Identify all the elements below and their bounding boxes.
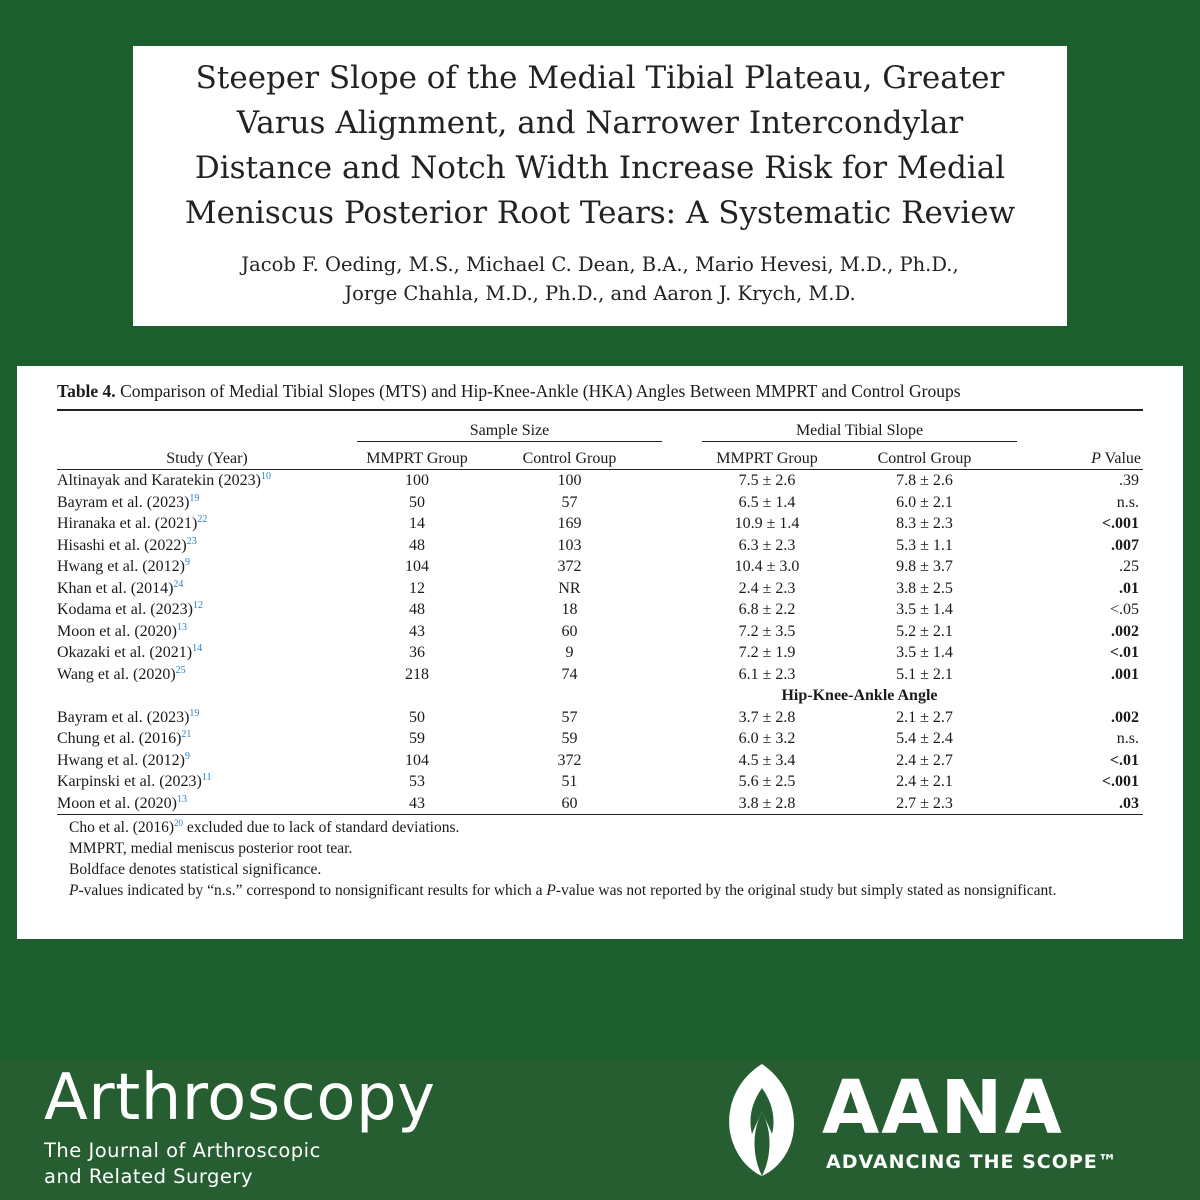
study-cell: Wang et al. $(2020)^{25}$: [57, 664, 186, 683]
control-n-cell: NR: [558, 579, 581, 597]
hka-rows: [57, 707, 1143, 815]
table-row: [57, 513, 1143, 535]
mts-group-header: Medial Tibial Slope: [702, 411, 1017, 442]
table-row: [57, 621, 1143, 643]
reference-link[interactable]: 11: [201, 772, 212, 783]
control-value-cell: 5.4 ± 2.4: [896, 730, 953, 747]
study-cell: Karpinski et al. $(2023)^{11}$: [57, 772, 212, 790]
p-value-cell: .25: [1119, 558, 1139, 575]
aana-leaf-icon: [722, 1060, 802, 1178]
aana-tagline: ADVANCING THE SCOPE™: [826, 1151, 1118, 1173]
study-cell: Chung et al. $(2016)^{21}$: [57, 729, 192, 747]
study-cell: Moon et al. $(2020)^{13}$: [57, 621, 187, 640]
control-value-cell: 3.5 ± 1.4: [896, 601, 953, 618]
author-list: [133, 250, 1067, 308]
control-value-cell: 3.5 ± 1.4: [896, 644, 953, 661]
mmprt-value-cell: 2.4 ± 2.3: [738, 579, 796, 597]
reference-link[interactable]: 21: [181, 729, 192, 740]
mmprt-value-cell: 7.2 ± 1.9: [738, 644, 796, 661]
control-n-cell: 103: [557, 536, 582, 554]
reference-link[interactable]: 24: [173, 578, 184, 590]
table-row: [57, 728, 1143, 750]
mmprt-n-cell: 218: [405, 665, 429, 683]
mmprt-n-cell: 48: [409, 601, 425, 618]
study-cell: Okazaki et al. $(2021)^{14}$: [57, 643, 203, 661]
table-row: [57, 664, 1143, 686]
p-value-cell: n.s.: [1116, 493, 1139, 511]
p-value-cell: <.001: [1101, 515, 1139, 532]
p-value-cell: <.05: [1109, 601, 1139, 618]
study-cell: Moon et al. $(2020)^{13}$: [57, 793, 357, 815]
control-n-cell: 60: [477, 793, 662, 815]
mmprt-value-cell: 6.8 ± 2.2: [738, 601, 796, 618]
table-row: [57, 793, 1143, 815]
table-row: [57, 492, 1143, 514]
study-cell: Khan et al. $(2014)^{24}$: [57, 578, 184, 597]
reference-link[interactable]: 13: [176, 793, 187, 805]
control-n-cell: 169: [557, 515, 582, 532]
table-row: [57, 599, 1143, 621]
control-value-cell: 3.8 ± 2.5: [896, 579, 953, 597]
note-boldface: Boldface denotes statistical significance.: [69, 861, 322, 878]
control-value-cell: 2.4 ± 2.1: [896, 773, 953, 790]
p-value-cell: .002: [1111, 708, 1139, 726]
control-value-cell: 6.0 ± 2.1: [896, 493, 953, 511]
note-abbreviation: MMPRT, medial meniscus posterior root tear.: [69, 840, 353, 857]
control-n-cell: 100: [557, 472, 582, 489]
control-value-cell: 5.3 ± 1.1: [896, 536, 953, 554]
p-value-cell: .39: [1119, 472, 1139, 489]
mmprt-n-cell: 104: [405, 558, 429, 575]
control-value-cell: 5.2 ± 2.1: [896, 622, 953, 640]
mmprt-n-cell: 53: [409, 773, 425, 790]
reference-link[interactable]: 19: [189, 492, 200, 504]
table-row: [57, 556, 1143, 578]
mmprt-value-cell: 4.5 ± 3.4: [738, 751, 796, 769]
study-cell: Altinayak and Karatekin $(2023)^{10}$: [57, 471, 271, 489]
footer-banner: [0, 1060, 1200, 1200]
paper-title-line: Varus Alignment, and Narrower Intercondylar: [236, 105, 964, 141]
p-value-cell: .002: [1111, 622, 1139, 640]
reference-link[interactable]: 9: [184, 750, 190, 762]
col-study: Study (Year): [57, 442, 357, 470]
study-cell: Bayram et al. $(2023)^{19}$: [57, 492, 200, 511]
table-card: [17, 366, 1183, 939]
reference-link[interactable]: 14: [192, 643, 203, 654]
control-value-cell: 2.1 ± 2.7: [896, 708, 953, 726]
mmprt-value-cell: 10.4 ± 3.0: [734, 558, 800, 575]
mmprt-value-cell: 7.2 ± 3.5: [738, 622, 796, 640]
control-value-cell: 2.7 ± 2.3: [832, 793, 1017, 815]
mmprt-n-cell: 104: [405, 751, 429, 769]
control-value-cell: 5.1 ± 2.1: [896, 665, 953, 683]
p-value-cell: n.s.: [1116, 730, 1139, 747]
mmprt-n-cell: 43: [409, 622, 425, 640]
mmprt-value-cell: 5.6 ± 2.5: [738, 773, 796, 790]
table-row: [57, 470, 1143, 492]
reference-link[interactable]: 23: [186, 535, 197, 547]
table-caption-label: Table 4.: [57, 381, 116, 401]
table-row: [57, 578, 1143, 600]
p-value-cell: <.001: [1101, 773, 1139, 790]
study-cell: Bayram et al. $(2023)^{19}$: [57, 707, 200, 726]
note-excluded: Cho et al. $(2016)^{20}$ excluded due to lack of standard deviations.: [69, 818, 460, 836]
study-cell: Hiranaka et al. $(2021)^{22}$: [57, 514, 208, 532]
mmprt-value-cell: 6.0 ± 3.2: [738, 730, 796, 747]
mmprt-value-cell: 7.5 ± 2.6: [738, 472, 796, 489]
reference-link[interactable]: 19: [189, 707, 200, 719]
mmprt-n-cell: 14: [409, 515, 425, 532]
control-n-cell: 57: [561, 493, 578, 511]
control-n-cell: 9: [565, 644, 574, 661]
study-cell: Hisashi et al. $(2022)^{23}$: [57, 535, 197, 554]
table-row: [57, 750, 1143, 772]
p-value-cell: .01: [1119, 579, 1139, 597]
control-value-cell: 2.4 ± 2.7: [896, 751, 953, 769]
mmprt-n-cell: 36: [409, 644, 425, 661]
hka-section-row: [57, 685, 1143, 707]
reference-link[interactable]: 25: [175, 664, 186, 676]
journal-subtitle-line: and Related Surgery: [44, 1165, 253, 1188]
p-value-cell: .001: [1111, 665, 1139, 683]
table-row: [57, 771, 1143, 793]
reference-link[interactable]: 22: [197, 514, 208, 525]
mmprt-value-cell: 6.5 ± 1.4: [738, 493, 796, 511]
table-caption-text: Comparison of Medial Tibial Slopes (MTS) and Hip-Knee-Ankle (HKA) Angles Between MMPRT and Control Groups: [115, 381, 961, 401]
mmprt-n-cell: 59: [409, 730, 425, 747]
p-value-cell: <.01: [1109, 751, 1139, 769]
control-n-cell: 57: [561, 708, 578, 726]
table-row: [57, 535, 1143, 557]
table-row: [57, 707, 1143, 729]
mts-rows: [57, 470, 1143, 686]
mmprt-value-cell: 6.3 ± 2.3: [738, 536, 796, 554]
table-caption: [57, 380, 1143, 402]
control-n-cell: 372: [557, 751, 582, 769]
note-p-values: P-values indicated by “n.s.” correspond to nonsignificant results for which a P-value was not reported by the original study but simply stated as nonsignificant.: [69, 882, 1057, 899]
table-notes: [57, 817, 1143, 901]
mmprt-n-cell: 100: [405, 472, 429, 489]
control-n-cell: 372: [557, 558, 582, 575]
table-row: [57, 642, 1143, 664]
mmprt-value-cell: 10.9 ± 1.4: [734, 515, 800, 532]
journal-subtitle-line: The Journal of Arthroscopic: [44, 1139, 321, 1162]
aana-logo-text: AANA: [822, 1065, 1064, 1151]
mmprt-n-cell: 50: [409, 493, 425, 511]
control-value-cell: 9.8 ± 3.7: [896, 558, 953, 575]
control-n-cell: 51: [561, 773, 578, 790]
mmprt-value-cell: 6.1 ± 2.3: [738, 665, 796, 683]
p-value-cell: <.01: [1109, 644, 1139, 661]
reference-link[interactable]: 13: [176, 621, 187, 633]
mmprt-n-cell: 48: [409, 536, 425, 554]
paper-title-line: Steeper Slope of the Medial Tibial Plateau, Greater: [195, 60, 1005, 96]
group-header-row: [57, 411, 1143, 442]
control-n-cell: 74: [561, 665, 578, 683]
control-value-cell: 7.8 ± 2.6: [896, 472, 953, 489]
author-line: Jacob F. Oeding, M.S., Michael C. Dean, B.A., Mario Hevesi, M.D., Ph.D.,: [241, 253, 959, 276]
col-control-mts: Control Group: [832, 442, 1017, 470]
hka-section-label: Hip-Knee-Ankle Angle: [781, 687, 938, 704]
mmprt-n-cell: 12: [409, 579, 425, 597]
sample-size-group-header: Sample Size: [357, 411, 662, 442]
paper-title-card: [133, 46, 1067, 326]
mmprt-value-cell: 3.7 ± 2.8: [738, 708, 796, 726]
control-n-cell: 59: [561, 730, 578, 747]
p-value-cell: .007: [1111, 536, 1139, 554]
p-value-cell: .03: [1017, 793, 1143, 815]
col-p-value: P Value: [1017, 442, 1143, 470]
comparison-table: [57, 411, 1143, 815]
col-mmprt-n: MMPRT Group: [357, 442, 477, 470]
control-value-cell: 8.3 ± 2.3: [896, 515, 953, 532]
mmprt-n-cell: 43: [357, 793, 477, 815]
col-mmprt-mts: MMPRT Group: [702, 442, 832, 470]
mmprt-value-cell: 3.8 ± 2.8: [702, 793, 832, 815]
study-cell: Kodama et al. $(2023)^{12}$: [57, 600, 203, 618]
mmprt-n-cell: 50: [409, 708, 425, 726]
control-n-cell: 60: [561, 622, 578, 640]
column-header-row: [57, 442, 1143, 470]
paper-title-line: Meniscus Posterior Root Tears: A Systematic Review: [184, 195, 1016, 231]
paper-title-line: Distance and Notch Width Increase Risk for Medial: [194, 150, 1006, 186]
control-n-cell: 18: [561, 601, 578, 618]
study-cell: Hwang et al. $(2012)^9$: [57, 750, 190, 769]
study-cell: Hwang et al. $(2012)^9$: [57, 557, 190, 575]
reference-link[interactable]: 10: [260, 471, 271, 482]
reference-link[interactable]: 9: [184, 557, 190, 568]
journal-logo-text: Arthroscopy: [44, 1061, 436, 1135]
reference-link[interactable]: 12: [192, 600, 203, 611]
col-control-n: Control Group: [477, 442, 662, 470]
author-line: Jorge Chahla, M.D., Ph.D., and Aaron J. Krych, M.D.: [344, 282, 856, 305]
